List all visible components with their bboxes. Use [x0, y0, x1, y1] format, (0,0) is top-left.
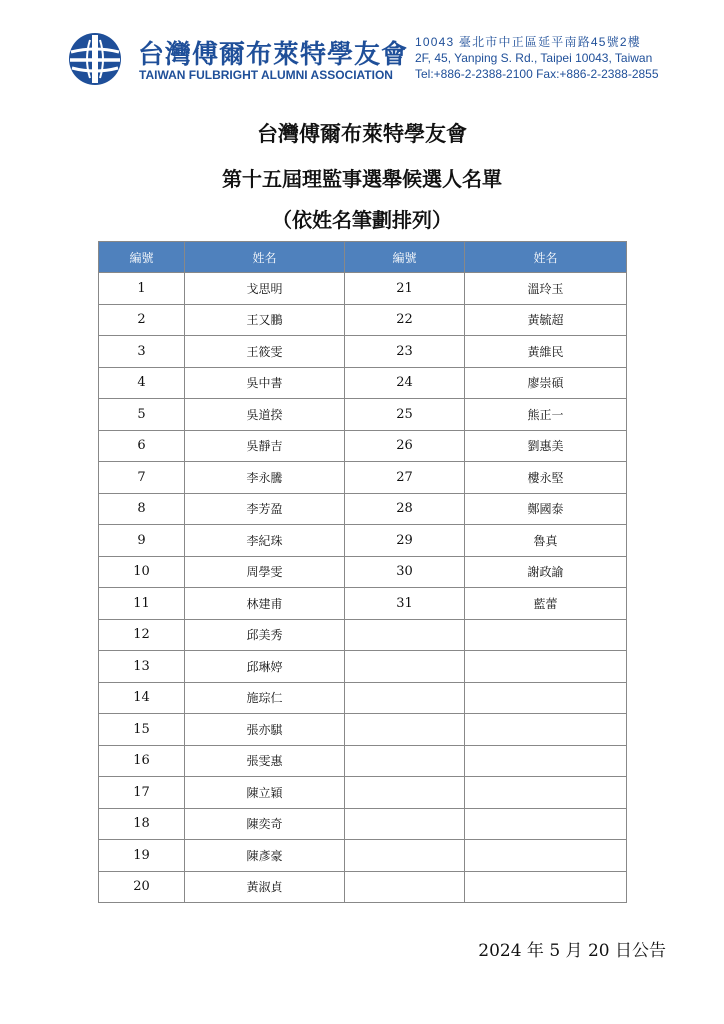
candidate-number: 1: [99, 273, 185, 305]
table-row: [99, 525, 627, 557]
candidate-name: [465, 619, 627, 651]
candidate-number: 19: [99, 840, 185, 872]
candidate-name: 王筱雯: [185, 336, 345, 368]
candidate-number: 20: [99, 871, 185, 903]
candidate-number: 17: [99, 777, 185, 809]
candidate-name: 邱美秀: [185, 619, 345, 651]
fulbright-globe-logo-icon: [68, 32, 122, 86]
candidate-number: 28: [345, 493, 465, 525]
candidate-name: [465, 714, 627, 746]
candidate-name: [465, 840, 627, 872]
candidate-name: [465, 745, 627, 777]
candidate-name: 林建甫: [185, 588, 345, 620]
candidate-number: 23: [345, 336, 465, 368]
candidate-name: 吳中書: [185, 367, 345, 399]
candidate-number: [345, 745, 465, 777]
document-subtitle: 第十五屆理監事選舉候選人名單: [222, 167, 502, 191]
candidate-number: 7: [99, 462, 185, 494]
candidate-number: 14: [99, 682, 185, 714]
letterhead: [68, 30, 668, 86]
candidate-number: [345, 682, 465, 714]
announcement-date: 2024 年 5 月 20 日公告: [478, 941, 666, 961]
table-row: [99, 556, 627, 588]
candidate-name: 陳奕奇: [185, 808, 345, 840]
candidate-number: 21: [345, 273, 465, 305]
table-row: [99, 336, 627, 368]
candidate-number: 22: [345, 304, 465, 336]
candidate-number: 30: [345, 556, 465, 588]
table-header-row: [99, 242, 627, 273]
candidate-name: 廖崇碩: [465, 367, 627, 399]
candidate-name: 溫玲玉: [465, 273, 627, 305]
candidate-name: [465, 871, 627, 903]
candidate-name: 吳靜吉: [185, 430, 345, 462]
candidate-number: 3: [99, 336, 185, 368]
header-number-right: 編號: [345, 242, 465, 273]
candidate-name: 魯真: [465, 525, 627, 557]
document-title: 台灣傅爾布萊特學友會: [257, 121, 467, 146]
candidate-name: 邱琳婷: [185, 651, 345, 683]
candidate-number: 6: [99, 430, 185, 462]
contact-block: [415, 34, 659, 82]
candidate-name: 陳彥豪: [185, 840, 345, 872]
document-heading: [0, 118, 724, 238]
candidate-name: 樓永堅: [465, 462, 627, 494]
candidate-name: [465, 808, 627, 840]
candidate-name: 劉惠美: [465, 430, 627, 462]
table-row: [99, 651, 627, 683]
candidate-name: 周學雯: [185, 556, 345, 588]
candidate-name: 施琮仁: [185, 682, 345, 714]
candidate-name: 張雯惠: [185, 745, 345, 777]
candidate-name: [465, 777, 627, 809]
candidate-number: 24: [345, 367, 465, 399]
address-english: 2F, 45, Yanping S. Rd., Taipei 10043, Taiwan: [415, 51, 653, 65]
candidate-number: [345, 871, 465, 903]
table-row: [99, 588, 627, 620]
candidate-name: 藍蕾: [465, 588, 627, 620]
candidate-name: 陳立穎: [185, 777, 345, 809]
candidate-number: 4: [99, 367, 185, 399]
table-row: [99, 871, 627, 903]
table-row: [99, 430, 627, 462]
table-row: [99, 840, 627, 872]
phone-fax: Tel:+886-2-2388-2100 Fax:+886-2-2388-2855: [415, 67, 659, 81]
candidate-number: 25: [345, 399, 465, 431]
candidate-name: 鄭國泰: [465, 493, 627, 525]
table-row: [99, 682, 627, 714]
candidate-number: 18: [99, 808, 185, 840]
table-row: [99, 777, 627, 809]
candidate-name: 謝政諭: [465, 556, 627, 588]
table-row: [99, 493, 627, 525]
table-row: [99, 273, 627, 305]
candidate-name: 吳道揆: [185, 399, 345, 431]
candidate-number: 31: [345, 588, 465, 620]
candidate-name: 李紀珠: [185, 525, 345, 557]
candidate-table: [98, 241, 627, 903]
table-row: [99, 367, 627, 399]
table-row: [99, 462, 627, 494]
candidate-number: 10: [99, 556, 185, 588]
org-name-english: TAIWAN FULBRIGHT ALUMNI ASSOCIATION: [139, 68, 393, 82]
candidate-name: 黃毓超: [465, 304, 627, 336]
candidate-number: 9: [99, 525, 185, 557]
ordering-note: （依姓名筆劃排列）: [272, 208, 452, 232]
candidate-number: 12: [99, 619, 185, 651]
candidate-name: 李芳盈: [185, 493, 345, 525]
candidate-name: 黃維民: [465, 336, 627, 368]
candidate-number: 8: [99, 493, 185, 525]
candidate-number: [345, 619, 465, 651]
org-name-chinese: 台灣傅爾布萊特學友會: [138, 40, 409, 70]
header-name-right: 姓名: [465, 242, 627, 273]
candidate-name: 黃淑貞: [185, 871, 345, 903]
address-chinese: 10043 臺北市中正區延平南路45號2樓: [415, 35, 641, 49]
header-name-left: 姓名: [185, 242, 345, 273]
candidate-name: [465, 682, 627, 714]
candidate-name: [465, 651, 627, 683]
candidate-number: 26: [345, 430, 465, 462]
table-row: [99, 304, 627, 336]
candidate-number: 27: [345, 462, 465, 494]
table-row: [99, 714, 627, 746]
candidate-name: 張亦騏: [185, 714, 345, 746]
candidate-number: [345, 651, 465, 683]
candidate-number: 5: [99, 399, 185, 431]
header-number-left: 編號: [99, 242, 185, 273]
table-row: [99, 619, 627, 651]
candidate-name: 戈思明: [185, 273, 345, 305]
candidate-name: 熊正一: [465, 399, 627, 431]
candidate-number: 29: [345, 525, 465, 557]
candidate-name: 李永騰: [185, 462, 345, 494]
table-row: [99, 808, 627, 840]
candidate-number: [345, 808, 465, 840]
candidate-number: [345, 714, 465, 746]
candidate-number: 16: [99, 745, 185, 777]
candidate-number: 15: [99, 714, 185, 746]
candidate-number: 13: [99, 651, 185, 683]
candidate-number: 2: [99, 304, 185, 336]
candidate-number: [345, 840, 465, 872]
candidate-name: 王又鵬: [185, 304, 345, 336]
table-row: [99, 399, 627, 431]
candidate-number: 11: [99, 588, 185, 620]
table-row: [99, 745, 627, 777]
candidate-number: [345, 777, 465, 809]
